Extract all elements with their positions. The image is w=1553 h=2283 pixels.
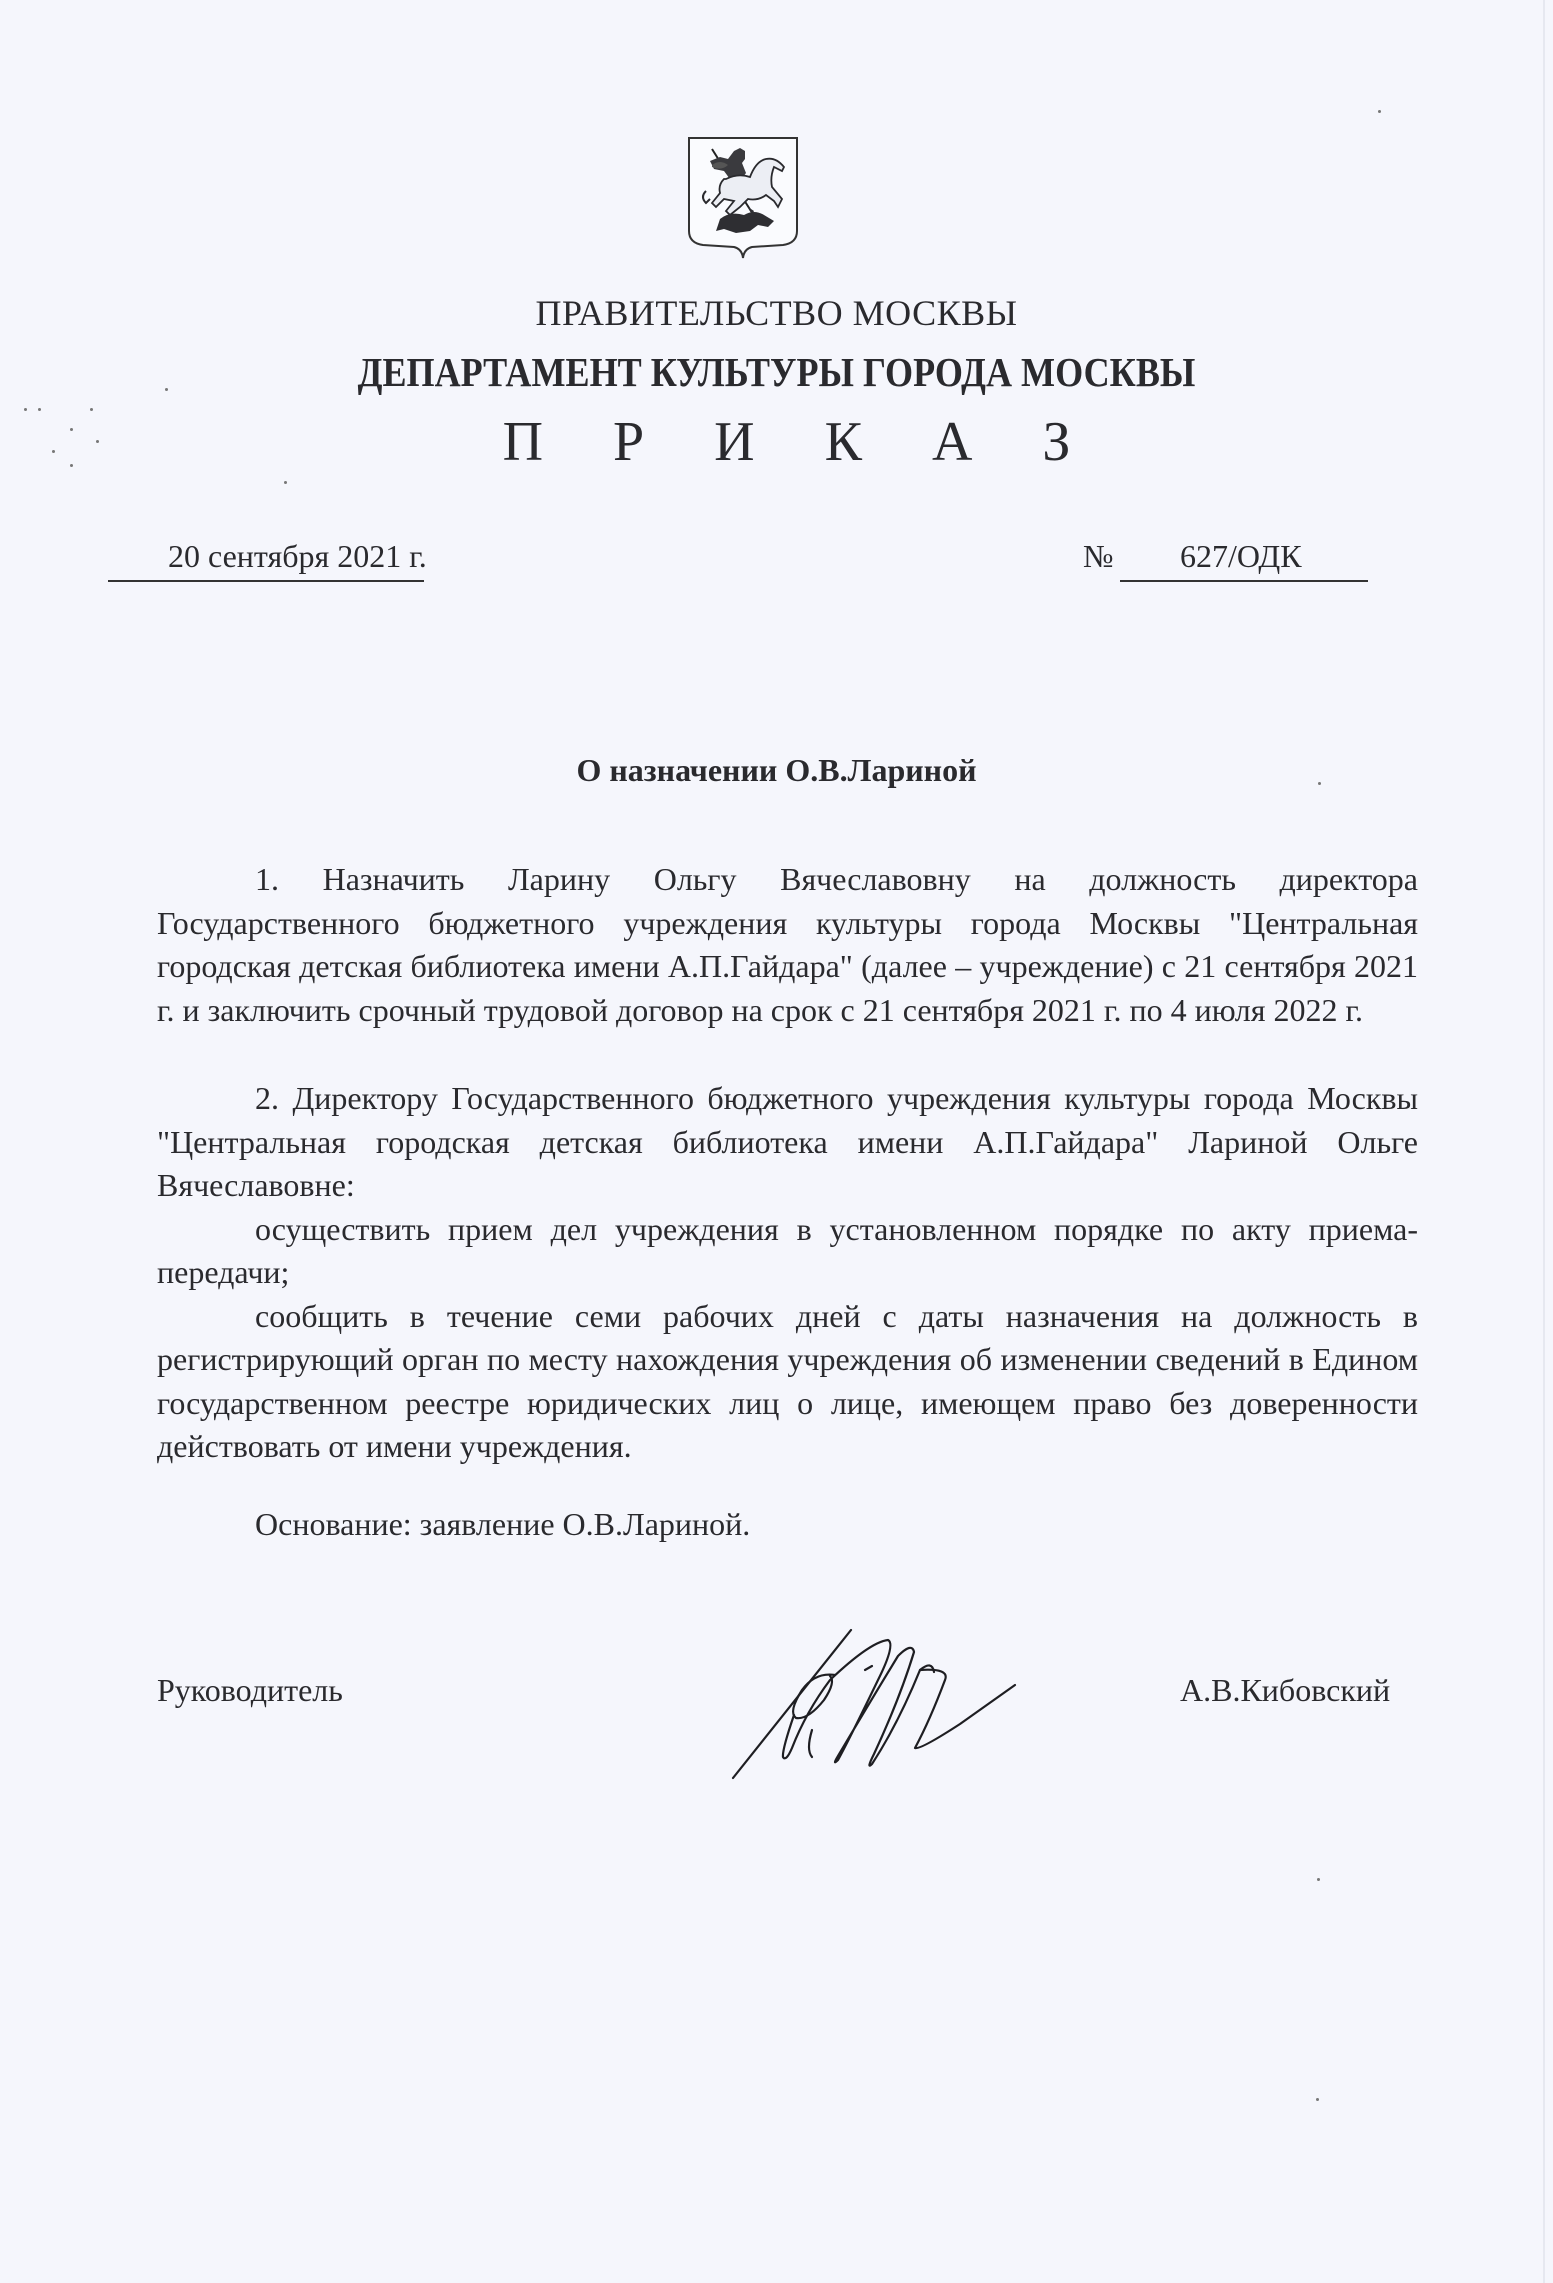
scan-speck <box>1317 1878 1320 1881</box>
item-1-text: 1. Назначить Ларину Ольгу Вячеславовну на должность директора Государственного бюджетного учреждения культуры города Москвы "Центральная городская детская библиотека имени А.П.Гайдара" (далее – учреждение) с 21 сентября 2021 г. и заключить срочный трудовой договор на срок с 21 сентября 2021 г. по 4 июля 2022 г. <box>157 861 1418 1028</box>
scan-speck <box>1378 110 1381 113</box>
signatory-role: Руководитель <box>157 1672 343 1708</box>
scan-speck <box>1316 2098 1319 2101</box>
moscow-coat-of-arms-icon <box>686 135 800 261</box>
item-2-text: 2. Директору Государственного бюджетного учреждения культуры города Москвы "Центральная городская детская библиотека имени А.П.Гайдара" Лариной Ольге Вячеславовне: <box>157 1080 1418 1203</box>
basis-note: Основание: заявление О.В.Лариной. <box>255 1506 751 1542</box>
department-heading: ДЕПАРТАМЕНТ КУЛЬТУРЫ ГОРОДА МОСКВЫ <box>357 349 1196 395</box>
date-underline <box>108 580 424 582</box>
number-sign: № <box>1083 538 1114 574</box>
scan-speck <box>38 408 41 411</box>
order-item-2 <box>157 1077 1418 1469</box>
order-number: 627/ОДК <box>1180 538 1302 574</box>
scan-speck <box>24 408 27 411</box>
scan-speck <box>1318 782 1321 785</box>
scan-speck <box>96 440 99 443</box>
scan-speck <box>284 481 287 484</box>
handwritten-signature-icon <box>720 1620 1020 1800</box>
government-heading: ПРАВИТЕЛЬСТВО МОСКВЫ <box>535 293 1018 333</box>
scan-speck <box>165 388 168 391</box>
scan-speck <box>52 450 55 453</box>
scan-speck <box>70 428 73 431</box>
scan-speck <box>90 408 93 411</box>
item-2-sub-a: осуществить прием дел учреждения в установленном порядке по акту приема-передачи; <box>157 1210 1418 1290</box>
order-title: О назначении О.В.Лариной <box>576 752 977 788</box>
item-2-sub-b: сообщить в течение семи рабочих дней с даты назначения на должность в регистрирующий орган по месту нахождения учреждения об изменении сведений в Едином государственном реестре юридических лиц о лице, имеющем право без доверенности действовать от имени учреждения. <box>157 1297 1418 1464</box>
scan-speck <box>70 464 73 467</box>
signatory-name: А.В.Кибовский <box>1180 1672 1391 1708</box>
document-type-heading: П Р И К А З <box>502 411 1099 473</box>
order-item-1 <box>157 858 1418 1032</box>
number-underline <box>1120 580 1368 582</box>
order-date: 20 сентября 2021 г. <box>168 538 427 574</box>
paper-edge <box>1543 0 1545 2283</box>
